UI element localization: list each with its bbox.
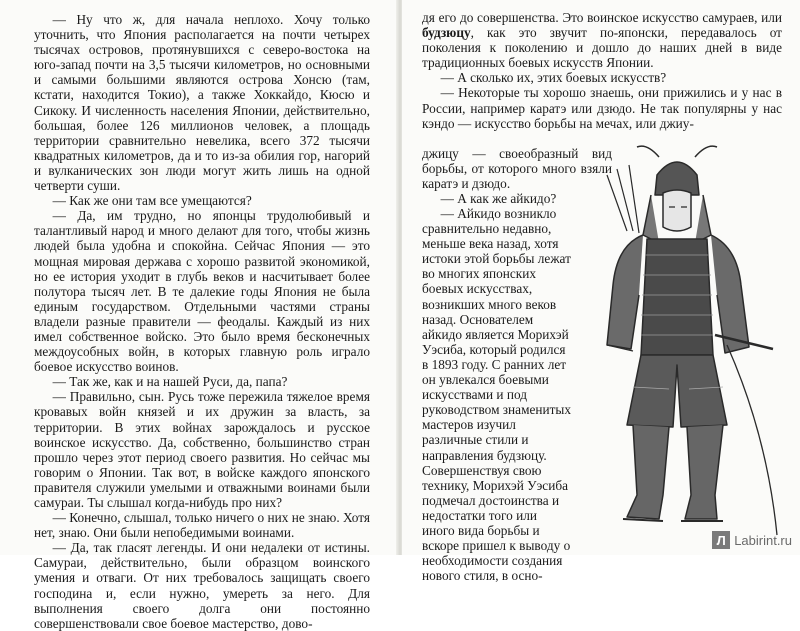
labirint-watermark [712, 531, 792, 549]
paragraph: — Айкидо возникло сравнительно недавно, меньше века назад, хотя истоки этой борьбы лежат во многих японских боевых искусствах, возникших много веков назад. Основателем айкидо является Морихэй Уэсиба, который родился в 1893 году. С ранних лет он увлекался боевыми искусствами и под руководством знаменитых мастеров изучил различные стили и направления будзюцу. Совершенствуя свою технику, Морихэй Уэсиба подмечал достоинства и недостатки того или иного вида борьбы и вскоре пришел к выводу о необходимости создания нового стиля, в осно- [422, 206, 572, 584]
samurai-illustration [577, 135, 782, 540]
paragraph: — Ну что ж, для начала неплохо. Хочу только уточнить, что Япония располагается на почти четырех тысячах островов, протянувшихся с северо-востока на юго-запад почти на 3,5 тысячи километров, но основными и самыми большими являются острова Хонсю (там, кстати, находится Токио), а также Хоккайдо, Кюсю и Сикоку. И численность населения Японии, действительно, большая, более 126 миллионов человек, а площадь территории сравнительно невелика, всего 372 тысячи квадратных километров, да и то из-за обилия гор, нагорий и вулканических зон люди могут жить лишь на одной четверти суши. [34, 12, 370, 194]
paragraph-text: , как это звучит по-японски, передавалось от поколения к поколению и дошло до наших дней в виде традиционных боевых искусств Японии. [422, 25, 782, 71]
paragraph: — Конечно, слышал, только ничего о них не знаю. Хотя нет, знаю. Они были непобедимыми воинами. [34, 510, 370, 541]
paragraph: — Так же, как и на нашей Руси, да, папа? [52, 374, 288, 390]
right-text-column-narrow [422, 206, 572, 583]
left-text-column [34, 12, 370, 631]
right-text-upper [422, 10, 782, 131]
paragraph-text: дя его до совершенства. Это воинское искусство самураев, или [422, 10, 782, 25]
paragraph: — Да, им трудно, но японцы трудолюбивый и талантливый народ и много делают для того, чтобы жизнь людей была удобна и спокойна. Сейчас Япония — это мощная мировая держава с хорошо развитой экономикой, но ее история уходит в глубь веков и насчитывает более полутора тысяч лет. В те далекие годы Япония не была единым государством. Отдельными частями страны владели разные правители — феодалы. Каждый из них имел собственное войско. Это было время бесконечных междоусобных войн, в которых главную роль играло боевое искусство воинов. [34, 208, 370, 375]
paragraph: — Как же они там все умещаются? [52, 193, 252, 209]
paragraph [422, 10, 782, 70]
paragraph: — А как же айкидо? [440, 191, 557, 207]
labirint-logo-text: Labirint.ru [734, 532, 792, 548]
paragraph: — Правильно, сын. Русь тоже пережила тяжелое время кровавых войн князей и их дружин за власть, за территории. В этих войнах зарождалось и русское воинское искусство. Да, собственно, большинство стран прошло через этот период своего развития. Но сейчас мы говорим о Японии. Так вот, в войске каждого японского правителя служили умелыми и отважными воинами были самураи. Ты слышал когда-нибудь про них? [34, 389, 370, 510]
paragraph: — Да, так гласят легенды. И они недалеки от истины. Самураи, действительно, были образцом воинского умения и отваги. От них требовалось защищать своего господина и, если нужно, умереть за него. Для выполнения своего долга они постоянно совершенствовали свое боевое мастерство, дово- [34, 540, 370, 631]
paragraph: — Некоторые ты хорошо знаешь, они прижились и у нас в России, например каратэ или дзюдо. Не так популярны у нас кэндо — искусство борьбы на мечах, или джиу- [422, 85, 782, 131]
left-page [0, 0, 398, 631]
right-page [402, 0, 800, 584]
paragraph: джицу — своеобразный вид борьбы, от которого много взяли каратэ и дзюдо. [422, 146, 612, 192]
labirint-logo-mark: Л [712, 531, 730, 549]
paragraph: — А сколько их, этих боевых искусств? [440, 70, 667, 86]
term-budzyutsu: будзюцу [422, 25, 471, 41]
